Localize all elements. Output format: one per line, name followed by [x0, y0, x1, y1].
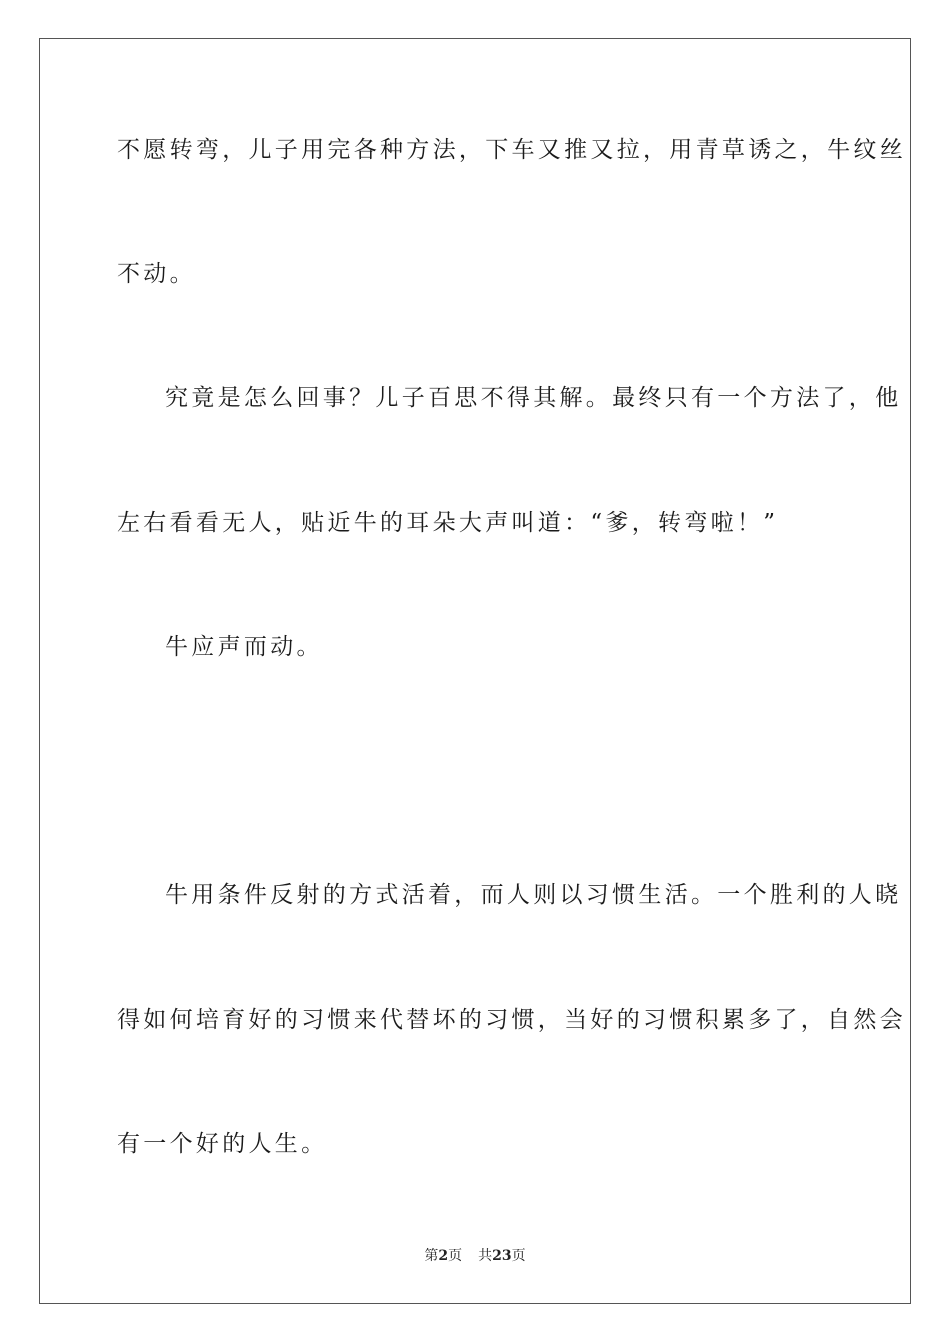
page-label-prefix: 第	[424, 1248, 439, 1264]
text-line: 有一个好的人生。	[117, 1131, 328, 1157]
paragraph-start-line: 牛应声而动。	[165, 634, 323, 660]
paragraph-start-line: 究竟是怎么回事？儿子百思不得其解。最终只有一个方法了，他	[165, 385, 902, 411]
text-line: 左右看看无人，贴近牛的耳朵大声叫道：“爹，转弯啦！”	[117, 510, 779, 536]
text-line: 不动。	[117, 261, 196, 287]
paragraph-start-line: 牛用条件反射的方式活着，而人则以习惯生活。一个胜利的人晓	[165, 882, 902, 908]
page-footer	[0, 1246, 950, 1266]
text-line: 不愿转弯，儿子用完各种方法，下车又推又拉，用青草诱之，牛纹丝	[117, 137, 906, 163]
total-label-suffix: 页	[511, 1248, 526, 1264]
total-pages: 23	[492, 1248, 512, 1264]
page-number: 2	[438, 1248, 449, 1264]
page-border	[39, 38, 911, 1304]
text-line: 得如何培育好的习惯来代替坏的习惯，当好的习惯积累多了，自然会	[117, 1007, 906, 1033]
page-label-suffix: 页	[448, 1248, 463, 1264]
total-label-prefix: 共	[478, 1248, 493, 1264]
